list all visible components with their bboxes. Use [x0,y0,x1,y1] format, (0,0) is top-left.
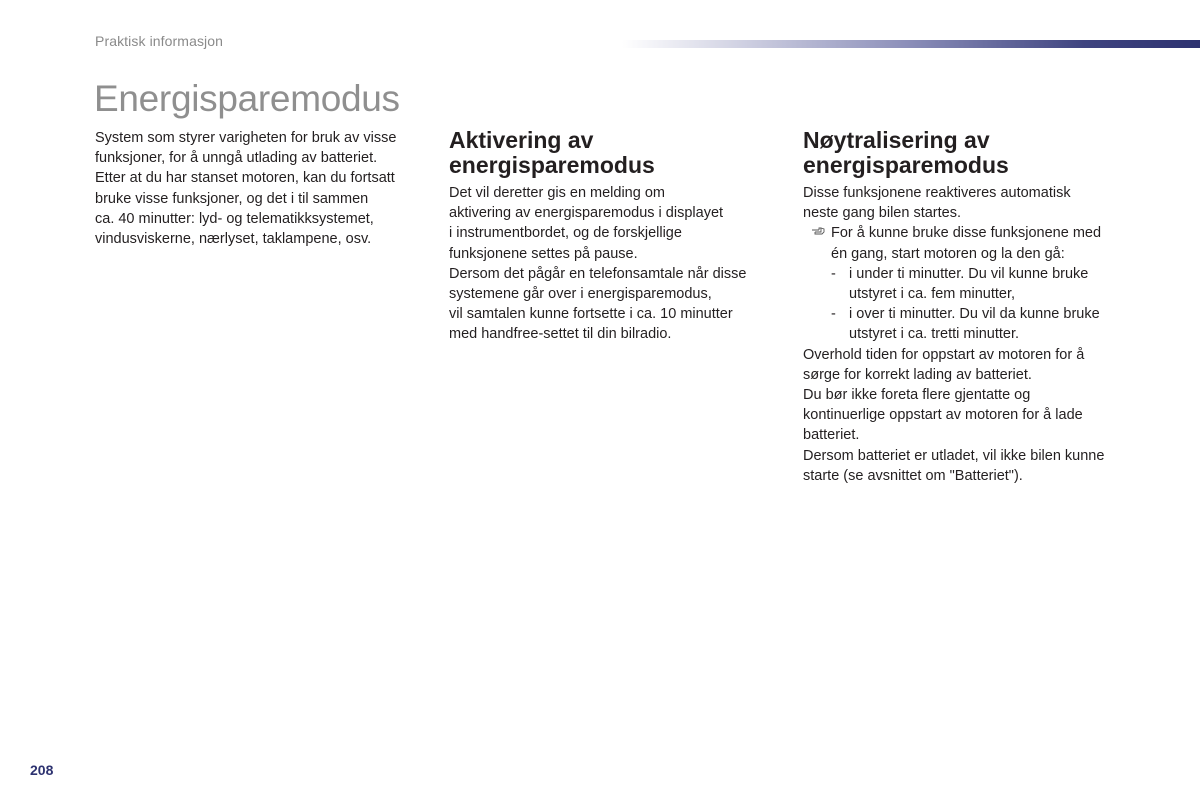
neutralisation-line: Dersom batteriet er utladet, vil ikke bilen kunne [803,447,1105,464]
sub-item-line: i under ti minutter. Du vil kunne bruke [849,265,1089,282]
sub-item-dash: - [831,265,836,282]
sub-item-line: i over ti minutter. Du vil da kunne bruke [849,306,1100,323]
tip-line: én gang, start motoren og la den gå: [831,245,1065,262]
neutralisation-line: sørge for korrekt lading av batteriet. [803,366,1032,383]
activation-heading-line: Aktivering av [449,127,594,153]
activation-line: vil samtalen kunne fortsette i ca. 10 minutter [449,306,733,323]
sub-item [803,304,1148,344]
neutralisation-heading-line: energisparemodus [803,152,1009,178]
sub-item-dash: - [831,306,836,323]
neutralisation-line: Disse funksjonene reaktiveres automatisk [803,185,1071,201]
activation-line: funksjonene settes på pause. [449,245,638,262]
intro-line: ca. 40 minutter: lyd- og telematikksystemet, [95,210,374,227]
neutralisation-line: kontinuerlige oppstart av motoren for å lade [803,407,1083,424]
activation-line: systemene går over i energisparemodus, [449,286,712,303]
intro-line: System som styrer varigheten for bruk av visse [95,130,397,146]
neutralisation-heading [803,128,1148,178]
neutralisation-line: Du bør ikke foreta flere gjentatte og [803,387,1031,404]
activation-heading-line: energisparemodus [449,152,655,178]
tip-row [803,223,1148,263]
sub-item-text [849,264,1148,304]
neutralisation-line: Overhold tiden for oppstart av motoren for å [803,346,1085,363]
tip-line: For å kunne bruke disse funksjonene med [831,225,1102,242]
intro-line: bruke visse funksjoner, og det i til sammen [95,190,369,207]
header-accent-bar [622,40,1200,48]
activation-heading [449,128,779,178]
sub-item-line: utstyret i ca. fem minutter, [849,286,1015,303]
section-label: Praktisk informasjon [95,33,224,49]
activation-line: med handfree-settet til din bilradio. [449,326,672,343]
tip-text [831,223,1148,263]
activation-column [449,128,779,345]
page-title: Energisparemodus [94,78,400,119]
activation-line: Dersom det pågår en telefonsamtale når disse [449,265,747,282]
neutralisation-column [803,128,1148,486]
intro-line: funksjoner, for å unngå utlading av batteriet. [95,150,378,167]
neutralisation-line: starte (se avsnittet om "Batteriet"). [803,467,1023,484]
sub-item [803,264,1148,304]
activation-line: aktivering av energisparemodus i displayet [449,205,724,222]
sub-item-line: utstyret i ca. tretti minutter. [849,326,1020,343]
intro-line: vindusviskerne, nærlyset, taklampene, osv. [95,231,372,248]
intro-column [95,128,425,249]
sub-item-text [849,304,1148,344]
neutralisation-line: batteriet. [803,427,860,444]
activation-line: i instrumentbordet, og de forskjellige [449,225,682,242]
page-number: 208 [30,762,54,778]
activation-line: Det vil deretter gis en melding om [449,185,665,201]
intro-line: Etter at du har stanset motoren, kan du fortsatt [95,170,395,187]
hand-pointer-icon [803,223,831,263]
neutralisation-heading-line: Nøytralisering av [803,127,990,153]
neutralisation-line: neste gang bilen startes. [803,205,961,222]
hand-pointer-icon-glyph [811,226,825,236]
